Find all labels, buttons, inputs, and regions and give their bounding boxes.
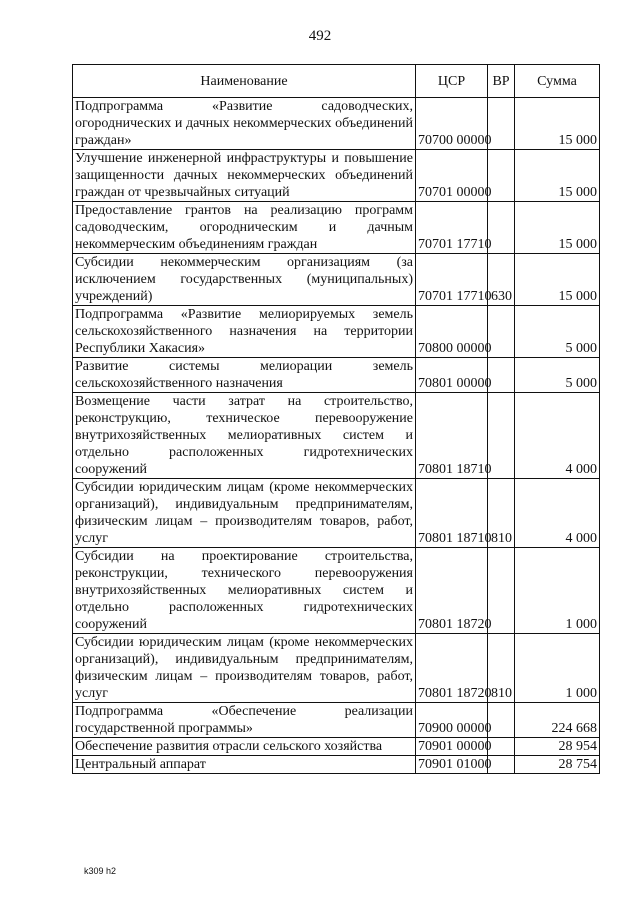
table-row: [73, 98, 600, 150]
cell-sum: 1 000: [515, 548, 600, 634]
page-number: 492: [308, 28, 332, 44]
footer-code: k309 h2: [84, 866, 117, 876]
cell-sum: 4 000: [515, 393, 600, 479]
cell-vr: [488, 202, 515, 254]
cell-csr: 70701 17710: [416, 202, 488, 254]
cell-vr: [488, 98, 515, 150]
table-row: [73, 202, 600, 254]
cell-name: Подпрограмма «Развитие садоводческих, огороднических и дачных некоммерческих объединений граждан»: [73, 98, 416, 150]
cell-csr: 70801 18720: [416, 548, 488, 634]
cell-name: Субсидии юридическим лицам (кроме некоммерческих организаций), индивидуальным предпринимателям, физическим лицам – производителям товаров, работ, услуг: [73, 479, 416, 548]
cell-sum: 4 000: [515, 479, 600, 548]
table-row: [73, 306, 600, 358]
cell-name: Субсидии юридическим лицам (кроме некоммерческих организаций), индивидуальным предпринимателям, физическим лицам – производителям товаров, работ, услуг: [73, 634, 416, 703]
cell-vr: [488, 703, 515, 738]
cell-sum: 15 000: [515, 98, 600, 150]
cell-csr: 70801 18710: [416, 479, 488, 548]
cell-name: Подпрограмма «Развитие мелиорируемых земель сельскохозяйственного назначения на территории Республики Хакасия»: [73, 306, 416, 358]
header-vr: ВР: [488, 65, 515, 98]
cell-sum: 1 000: [515, 634, 600, 703]
cell-name: Предоставление грантов на реализацию программ садоводческим, огородническим и дачным некоммерческим объединениям граждан: [73, 202, 416, 254]
table-row: [73, 358, 600, 393]
cell-vr: [488, 358, 515, 393]
cell-name: Обеспечение развития отрасли сельского хозяйства: [73, 738, 416, 756]
cell-name: Подпрограмма «Обеспечение реализации государственной программы»: [73, 703, 416, 738]
budget-table: [72, 64, 600, 774]
cell-name: Улучшение инженерной инфраструктуры и повышение защищенности дачных некоммерческих объединений граждан от чрезвычайных ситуаций: [73, 150, 416, 202]
cell-csr: 70700 00000: [416, 98, 488, 150]
cell-name: Субсидии на проектирование строительства, реконструкции, технического перевооружения внутрихозяйственных мелиоративных систем и отдельно расположенных гидротехнических сооружений: [73, 548, 416, 634]
cell-sum: 28 754: [515, 756, 600, 774]
cell-name: Центральный аппарат: [73, 756, 416, 774]
cell-csr: 70701 00000: [416, 150, 488, 202]
cell-csr: 70801 18710: [416, 393, 488, 479]
table-row: [73, 634, 600, 703]
cell-vr: 630: [488, 254, 515, 306]
cell-csr: 70701 17710: [416, 254, 488, 306]
table-row: [73, 548, 600, 634]
cell-vr: [488, 738, 515, 756]
cell-sum: 28 954: [515, 738, 600, 756]
cell-vr: 810: [488, 634, 515, 703]
cell-csr: 70800 00000: [416, 306, 488, 358]
cell-csr: 70901 01000: [416, 756, 488, 774]
cell-vr: [488, 306, 515, 358]
table-row: [73, 738, 600, 756]
cell-sum: 5 000: [515, 306, 600, 358]
cell-sum: 15 000: [515, 150, 600, 202]
cell-csr: 70901 00000: [416, 738, 488, 756]
cell-csr: 70900 00000: [416, 703, 488, 738]
cell-sum: 15 000: [515, 202, 600, 254]
table-row: [73, 479, 600, 548]
table-header-row: [73, 65, 600, 98]
cell-sum: 15 000: [515, 254, 600, 306]
cell-vr: [488, 756, 515, 774]
table-row: [73, 150, 600, 202]
cell-csr: 70801 18720: [416, 634, 488, 703]
cell-sum: 5 000: [515, 358, 600, 393]
cell-vr: 810: [488, 479, 515, 548]
table-row: [73, 703, 600, 738]
table-row: [73, 756, 600, 774]
cell-vr: [488, 548, 515, 634]
cell-csr: 70801 00000: [416, 358, 488, 393]
header-csr: ЦСР: [416, 65, 488, 98]
table-row: [73, 254, 600, 306]
table-body: [73, 98, 600, 774]
header-sum: Сумма: [515, 65, 600, 98]
header-name: Наименование: [73, 65, 416, 98]
cell-name: Субсидии некоммерческим организациям (за исключением государственных (муниципальных) учреждений): [73, 254, 416, 306]
cell-vr: [488, 393, 515, 479]
cell-sum: 224 668: [515, 703, 600, 738]
cell-name: Возмещение части затрат на строительство, реконструкцию, техническое перевооружение внутрихозяйственных мелиоративных систем и отдельно расположенных гидротехнических сооружений: [73, 393, 416, 479]
cell-vr: [488, 150, 515, 202]
table-row: [73, 393, 600, 479]
cell-name: Развитие системы мелиорации земель сельскохозяйственного назначения: [73, 358, 416, 393]
